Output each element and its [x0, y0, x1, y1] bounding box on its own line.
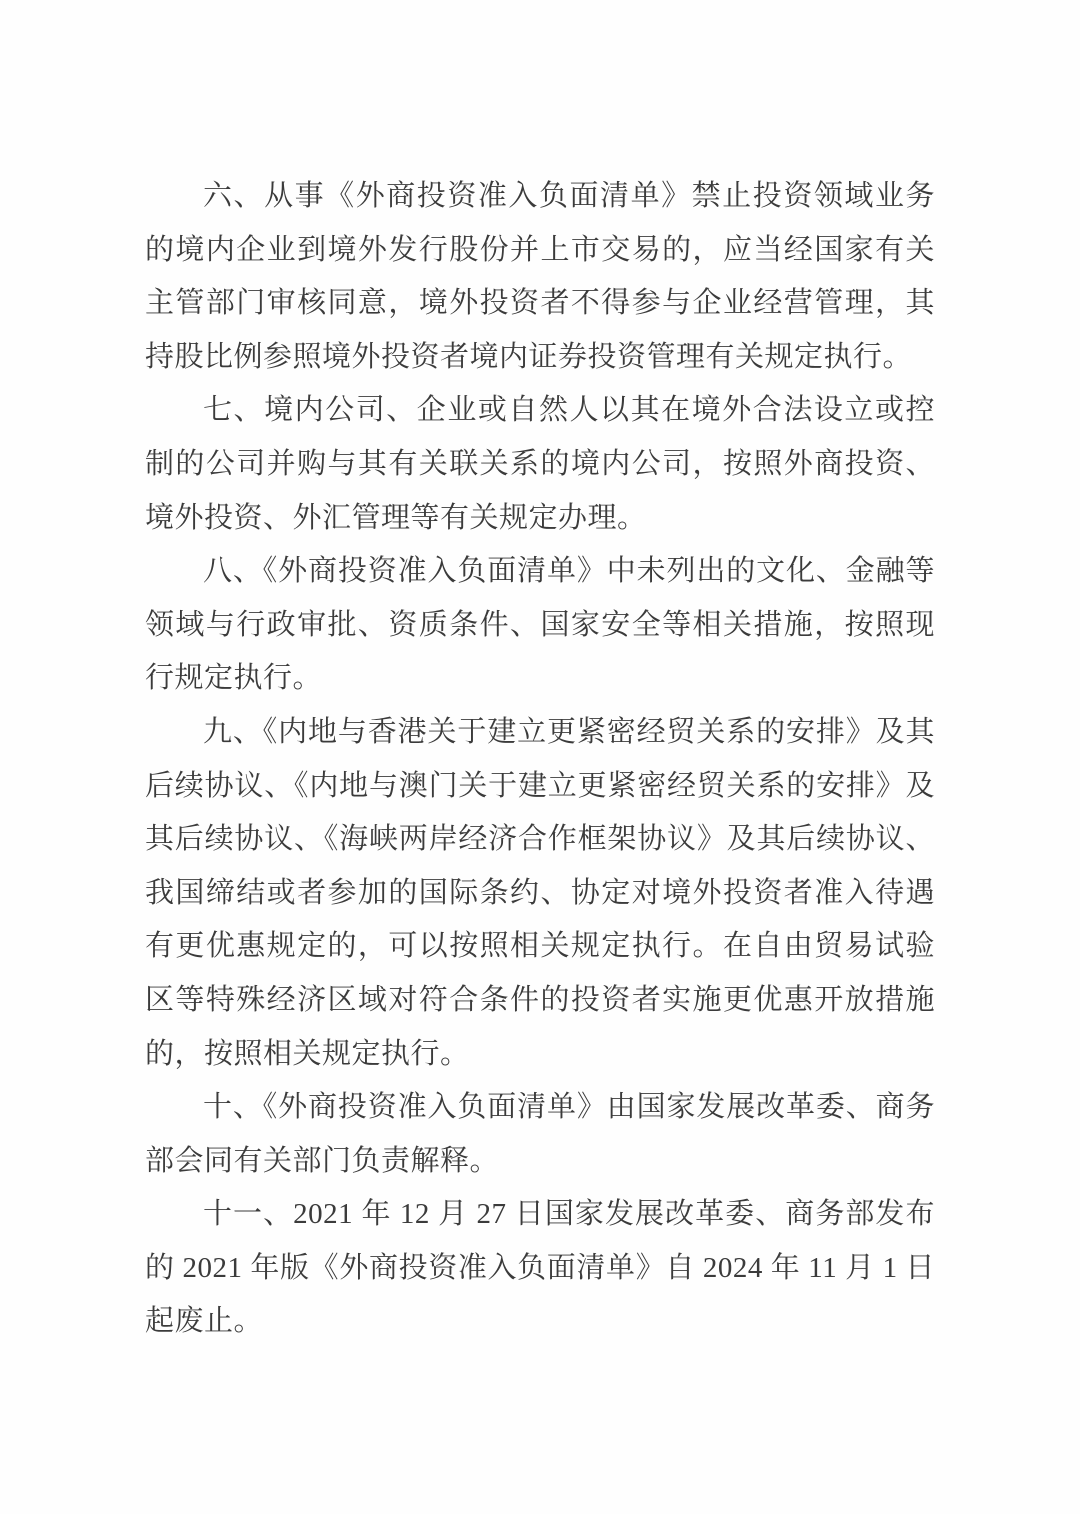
paragraph-item-11: 十一、2021 年 12 月 27 日国家发展改革委、商务部发布的 2021 年版《外商投资准入负面清单》自 2024 年 11 月 1 日起废止。	[145, 1198, 935, 1338]
paragraph-item-10: 十、《外商投资准入负面清单》由国家发展改革委、商务部会同有关部门负责解释。	[145, 1091, 935, 1177]
text-block	[145, 170, 935, 1349]
paragraph-item-9: 九、《内地与香港关于建立更紧密经贸关系的安排》及其后续协议、《内地与澳门关于建立更紧密经贸关系的安排》及其后续协议、《海峡两岸经济合作框架协议》及其后续协议、我国缔结或者参加的国际条约、协定对境外投资者准入待遇有更优惠规定的，可以按照相关规定执行。在自由贸易试验区等特殊经济区域对符合条件的投资者实施更优惠开放措施的，按照相关规定执行。	[145, 715, 935, 1070]
paragraph-item-6: 六、从事《外商投资准入负面清单》禁止投资领域业务的境内企业到境外发行股份并上市交易的，应当经国家有关主管部门审核同意，境外投资者不得参与企业经营管理，其持股比例参照境外投资者境内证券投资管理有关规定执行。	[145, 180, 935, 373]
paragraph-item-7: 七、境内公司、企业或自然人以其在境外合法设立或控制的公司并购与其有关联关系的境内公司，按照外商投资、境外投资、外汇管理等有关规定办理。	[145, 394, 935, 534]
paragraph-item-8: 八、《外商投资准入负面清单》中未列出的文化、金融等领域与行政审批、资质条件、国家安全等相关措施，按照现行规定执行。	[145, 555, 935, 695]
